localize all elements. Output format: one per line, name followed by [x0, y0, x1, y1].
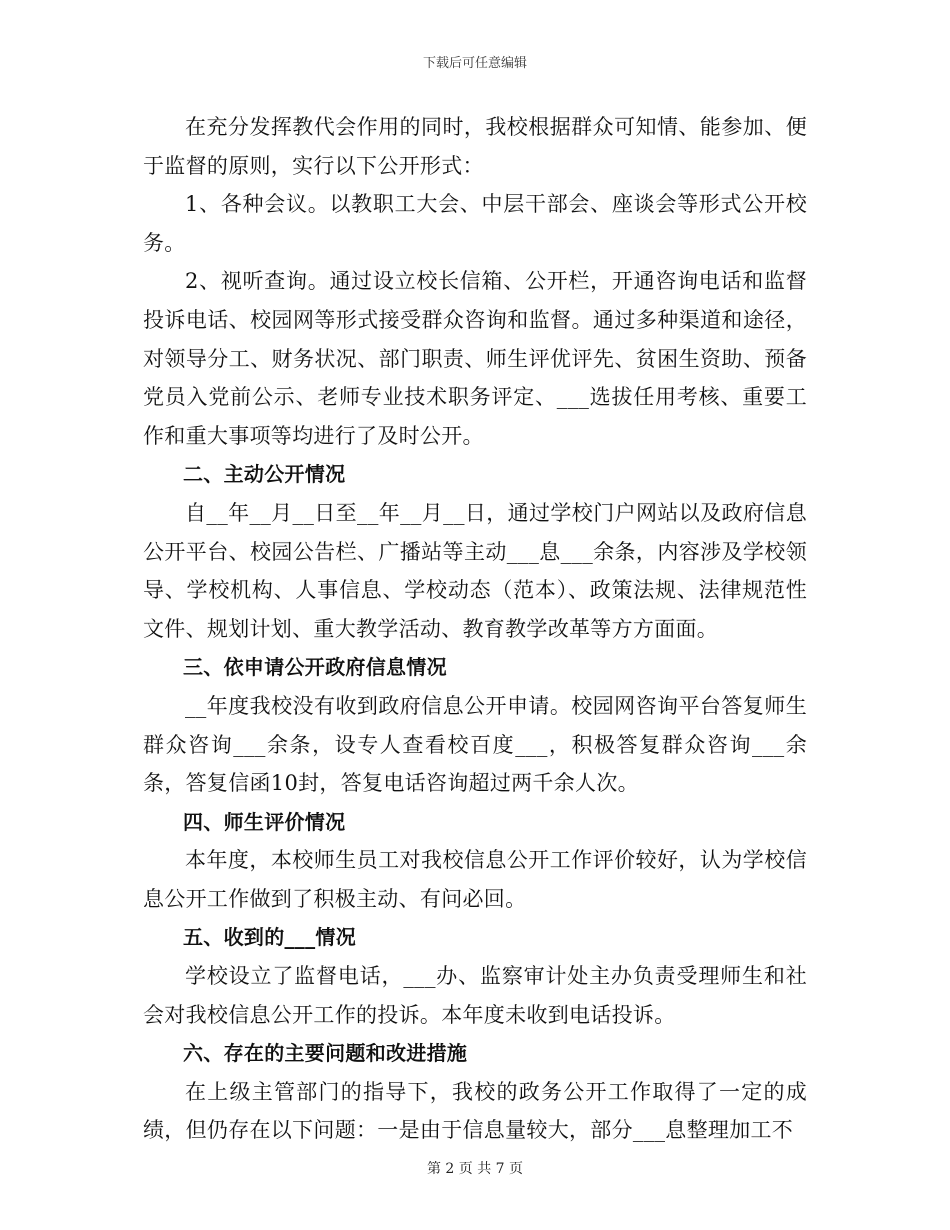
paragraph: 学校设立了监督电话，___办、监察审计处主办负责受理师生和社会对我校信息公开工作的投诉。本年度未收到电话投诉。: [143, 964, 807, 1027]
section-heading: 六、存在的主要问题和改进措施: [183, 1041, 468, 1066]
section-heading: 四、师生评价情况: [183, 809, 346, 834]
paragraph: 在上级主管部门的指导下，我校的政务公开工作取得了一定的成绩，但仍存在以下问题：一是由于信息量较大，部分___息整理加工不: [143, 1079, 807, 1143]
paragraph: 2、视听查询。通过设立校长信箱、公开栏，开通咨询电话和监督投诉电话、校园网等形式接受群众咨询和监督。通过多种渠道和途径，对领导分工、财务状况、部门职责、师生评优评先、贫困生资助、预备党员入党前公示、老师专业技术职务评定、___选拔任用考核、重要工作和重大事项等均进行了及时公开。: [143, 269, 807, 448]
paragraph: 1、各种会议。以教职工大会、中层干部会、座谈会等形式公开校务。: [143, 192, 807, 255]
page-footer: 第 2 页 共 7 页: [426, 1161, 524, 1177]
section-heading: 二、主动公开情况: [183, 462, 346, 487]
paragraph: 在充分发挥教代会作用的同时，我校根据群众可知情、能参加、便于监督的原则，实行以下公开形式：: [143, 115, 807, 178]
paragraph: 本年度，本校师生员工对我校信息公开工作评价较好，认为学校信息公开工作做到了积极主动、有问必回。: [143, 848, 807, 911]
section-heading: 三、依申请公开政府信息情况: [183, 655, 447, 680]
document-body: [143, 108, 807, 1150]
paragraph: 自__年__月__日至__年__月__日，通过学校门户网站以及政府信息公开平台、校园公告栏、广播站等主动___息___余条，内容涉及学校领导、学校机构、人事信息、学校动态（范本）、政策法规、法律规范性文件、规划计划、重大教学活动、教育教学改革等方方面面。: [143, 500, 807, 641]
page-header: 下载后可任意编辑: [422, 56, 527, 71]
section-heading: 五、收到的___情况: [183, 925, 356, 950]
paragraph: __年度我校没有收到政府信息公开申请。校园网咨询平台答复师生群众咨询___余条，设专人查看校百度___，积极答复群众咨询___余条，答复信函10封，答复电话咨询超过两千余人次。: [143, 693, 807, 796]
